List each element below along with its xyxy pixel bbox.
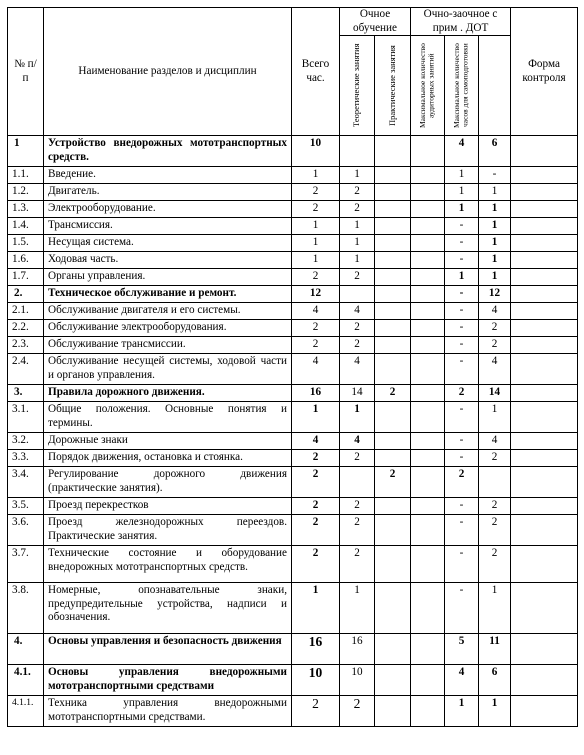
row-practice <box>375 498 411 515</box>
row-aud: - <box>445 402 479 433</box>
row-form <box>511 354 578 385</box>
table-row <box>8 303 578 320</box>
row-total: 10 <box>292 136 340 167</box>
header-full-time: Очное обучение <box>340 8 411 36</box>
row-total: 1 <box>292 402 340 433</box>
row-practice <box>375 320 411 337</box>
row-name: Двигатель. <box>44 184 292 201</box>
row-empty <box>411 235 445 252</box>
row-number: 4.1. <box>8 665 44 696</box>
table-row <box>8 696 578 727</box>
row-name: Органы управления. <box>44 269 292 286</box>
row-form <box>511 136 578 167</box>
row-practice <box>375 252 411 269</box>
table-row <box>8 354 578 385</box>
row-aud: - <box>445 498 479 515</box>
table-row <box>8 269 578 286</box>
row-empty <box>411 696 445 727</box>
row-number: 2.1. <box>8 303 44 320</box>
row-form <box>511 167 578 184</box>
row-self: 6 <box>479 136 511 167</box>
row-name: Технические состояние и оборудование внедорожных мототранспортных средств. <box>44 546 292 583</box>
table-row <box>8 286 578 303</box>
row-total: 4 <box>292 354 340 385</box>
row-theory: 2 <box>340 515 375 546</box>
row-form <box>511 450 578 467</box>
row-theory: 10 <box>340 665 375 696</box>
row-self: 4 <box>479 303 511 320</box>
row-theory: 2 <box>340 498 375 515</box>
row-aud: 1 <box>445 167 479 184</box>
row-empty <box>411 201 445 218</box>
row-name: Техника управления внедорожными мототранспортными средствами. <box>44 696 292 727</box>
row-aud: - <box>445 218 479 235</box>
row-theory: 1 <box>340 235 375 252</box>
table-row <box>8 385 578 402</box>
row-empty <box>411 498 445 515</box>
row-theory <box>340 286 375 303</box>
row-form <box>511 515 578 546</box>
row-practice <box>375 450 411 467</box>
row-practice <box>375 433 411 450</box>
row-name: Основы управления внедорожными мототранспортными средствами <box>44 665 292 696</box>
row-aud: 1 <box>445 184 479 201</box>
row-number: 2.4. <box>8 354 44 385</box>
row-empty <box>411 252 445 269</box>
table-row <box>8 583 578 634</box>
row-aud: - <box>445 303 479 320</box>
row-empty <box>411 269 445 286</box>
row-form <box>511 665 578 696</box>
header-theory: Теоретические занятия <box>351 43 362 128</box>
table-row <box>8 433 578 450</box>
row-practice <box>375 515 411 546</box>
row-form <box>511 320 578 337</box>
row-self: 1 <box>479 583 511 634</box>
row-aud: - <box>445 235 479 252</box>
row-form <box>511 269 578 286</box>
row-practice <box>375 235 411 252</box>
table-row <box>8 320 578 337</box>
row-self: 12 <box>479 286 511 303</box>
row-total: 2 <box>292 515 340 546</box>
table-row <box>8 337 578 354</box>
row-name: Обслуживание электрооборудования. <box>44 320 292 337</box>
row-practice <box>375 303 411 320</box>
row-empty <box>411 337 445 354</box>
row-practice <box>375 634 411 665</box>
row-number: 3.3. <box>8 450 44 467</box>
table-row <box>8 402 578 433</box>
row-theory: 1 <box>340 167 375 184</box>
row-self: 1 <box>479 218 511 235</box>
row-practice <box>375 136 411 167</box>
row-self: 2 <box>479 320 511 337</box>
row-empty <box>411 320 445 337</box>
row-self: 1 <box>479 696 511 727</box>
row-number: 3.7. <box>8 546 44 583</box>
row-total: 1 <box>292 167 340 184</box>
table-row <box>8 665 578 696</box>
row-self: 1 <box>479 402 511 433</box>
row-theory: 2 <box>340 184 375 201</box>
row-form <box>511 433 578 450</box>
row-aud: - <box>445 546 479 583</box>
row-theory: 2 <box>340 201 375 218</box>
row-form <box>511 634 578 665</box>
table-row <box>8 218 578 235</box>
header-part-time: Очно-заочное с прим . ДОТ <box>411 8 511 36</box>
row-form <box>511 546 578 583</box>
table-row <box>8 515 578 546</box>
row-theory: 4 <box>340 354 375 385</box>
row-name: Устройство внедорожных мототранспортных средств. <box>44 136 292 167</box>
row-total: 10 <box>292 665 340 696</box>
row-empty <box>411 286 445 303</box>
row-number: 2.2. <box>8 320 44 337</box>
table-row <box>8 546 578 583</box>
row-self: 1 <box>479 201 511 218</box>
row-self: 2 <box>479 546 511 583</box>
row-name: Регулирование дорожного движения (практические занятия). <box>44 467 292 498</box>
row-theory: 1 <box>340 402 375 433</box>
row-total: 4 <box>292 303 340 320</box>
row-self: 1 <box>479 235 511 252</box>
table-row <box>8 235 578 252</box>
row-theory: 2 <box>340 337 375 354</box>
row-theory: 2 <box>340 450 375 467</box>
row-total: 1 <box>292 583 340 634</box>
table-row <box>8 498 578 515</box>
row-empty <box>411 634 445 665</box>
row-aud: 4 <box>445 136 479 167</box>
row-number: 1.4. <box>8 218 44 235</box>
table-row <box>8 252 578 269</box>
row-number: 1.1. <box>8 167 44 184</box>
row-total: 2 <box>292 450 340 467</box>
row-empty <box>411 136 445 167</box>
row-name: Порядок движения, остановка и стоянка. <box>44 450 292 467</box>
row-number: 3.8. <box>8 583 44 634</box>
row-name: Дорожные знаки <box>44 433 292 450</box>
table-row <box>8 184 578 201</box>
table-row <box>8 201 578 218</box>
row-theory: 2 <box>340 320 375 337</box>
row-empty <box>411 402 445 433</box>
row-empty <box>411 450 445 467</box>
row-practice <box>375 184 411 201</box>
row-aud: - <box>445 354 479 385</box>
row-form <box>511 696 578 727</box>
row-self: 2 <box>479 515 511 546</box>
row-form <box>511 337 578 354</box>
row-name: Ходовая часть. <box>44 252 292 269</box>
row-name: Общие положения. Основные понятия и термины. <box>44 402 292 433</box>
row-total: 1 <box>292 235 340 252</box>
row-practice <box>375 337 411 354</box>
row-number: 3. <box>8 385 44 402</box>
row-empty <box>411 583 445 634</box>
row-self: 1 <box>479 269 511 286</box>
row-practice <box>375 354 411 385</box>
row-theory: 1 <box>340 252 375 269</box>
row-total: 2 <box>292 498 340 515</box>
row-name: Введение. <box>44 167 292 184</box>
row-total: 2 <box>292 320 340 337</box>
row-name: Обслуживание двигателя и его системы. <box>44 303 292 320</box>
row-form <box>511 201 578 218</box>
row-theory <box>340 467 375 498</box>
row-self <box>479 467 511 498</box>
row-form <box>511 402 578 433</box>
row-total: 2 <box>292 184 340 201</box>
row-practice <box>375 546 411 583</box>
row-form <box>511 498 578 515</box>
row-empty <box>411 515 445 546</box>
row-aud: - <box>445 252 479 269</box>
row-number: 1 <box>8 136 44 167</box>
row-aud: 2 <box>445 467 479 498</box>
row-theory: 1 <box>340 218 375 235</box>
row-form <box>511 467 578 498</box>
row-aud: - <box>445 286 479 303</box>
row-aud: - <box>445 583 479 634</box>
row-aud: - <box>445 515 479 546</box>
row-number: 2.3. <box>8 337 44 354</box>
row-name: Несущая система. <box>44 235 292 252</box>
row-aud: - <box>445 450 479 467</box>
row-empty <box>411 546 445 583</box>
row-theory: 16 <box>340 634 375 665</box>
row-practice <box>375 218 411 235</box>
row-number: 1.7. <box>8 269 44 286</box>
row-name: Обслуживание несущей системы, ходовой части и органов управления. <box>44 354 292 385</box>
row-aud: 5 <box>445 634 479 665</box>
row-empty <box>411 218 445 235</box>
row-total: 2 <box>292 546 340 583</box>
row-practice <box>375 167 411 184</box>
row-name: Номерные, опознавательные знаки, предупредительные устройства, надписи и обозначения. <box>44 583 292 634</box>
row-theory: 1 <box>340 583 375 634</box>
row-practice <box>375 201 411 218</box>
row-total: 2 <box>292 201 340 218</box>
row-total: 1 <box>292 218 340 235</box>
row-name: Электрооборудование. <box>44 201 292 218</box>
row-practice <box>375 696 411 727</box>
header-name: Наименование разделов и дисциплин <box>44 8 292 136</box>
header-row-1 <box>8 8 578 36</box>
row-self: 6 <box>479 665 511 696</box>
row-form <box>511 303 578 320</box>
row-theory <box>340 136 375 167</box>
row-number: 1.2. <box>8 184 44 201</box>
row-self: 4 <box>479 433 511 450</box>
row-form <box>511 184 578 201</box>
row-name: Основы управления и безопасность движения <box>44 634 292 665</box>
row-theory: 2 <box>340 696 375 727</box>
table-row <box>8 167 578 184</box>
row-self: 2 <box>479 337 511 354</box>
row-theory: 2 <box>340 546 375 583</box>
row-empty <box>411 303 445 320</box>
table-row <box>8 136 578 167</box>
row-name: Техническое обслуживание и ремонт. <box>44 286 292 303</box>
row-total: 2 <box>292 467 340 498</box>
row-practice <box>375 269 411 286</box>
header-empty-cell <box>479 36 511 136</box>
header-max-self: Максимальное количество часов для самоподготовки <box>452 43 470 128</box>
row-form <box>511 286 578 303</box>
row-number: 3.6. <box>8 515 44 546</box>
row-practice <box>375 583 411 634</box>
row-aud: - <box>445 337 479 354</box>
row-number: 1.5. <box>8 235 44 252</box>
row-theory: 2 <box>340 269 375 286</box>
row-empty <box>411 167 445 184</box>
header-max-aud: Максимальное количество аудиторных занятий <box>418 43 436 128</box>
row-empty <box>411 433 445 450</box>
row-practice: 2 <box>375 467 411 498</box>
row-self: 11 <box>479 634 511 665</box>
row-form <box>511 235 578 252</box>
row-name: Обслуживание трансмиссии. <box>44 337 292 354</box>
row-empty <box>411 354 445 385</box>
row-number: 3.4. <box>8 467 44 498</box>
row-self: 1 <box>479 252 511 269</box>
row-form <box>511 583 578 634</box>
row-theory: 4 <box>340 303 375 320</box>
table-row <box>8 634 578 665</box>
row-total: 2 <box>292 269 340 286</box>
row-empty <box>411 665 445 696</box>
table-row <box>8 450 578 467</box>
row-name: Проезд железнодорожных переездов. Практические занятия. <box>44 515 292 546</box>
row-total: 12 <box>292 286 340 303</box>
header-num: № п/п <box>8 8 44 136</box>
row-aud: 1 <box>445 696 479 727</box>
row-total: 2 <box>292 696 340 727</box>
row-theory: 4 <box>340 433 375 450</box>
row-empty <box>411 467 445 498</box>
row-name: Трансмиссия. <box>44 218 292 235</box>
row-self: 2 <box>479 450 511 467</box>
row-practice <box>375 665 411 696</box>
row-total: 1 <box>292 252 340 269</box>
table-row <box>8 467 578 498</box>
row-self: 4 <box>479 354 511 385</box>
row-number: 3.2. <box>8 433 44 450</box>
header-practice: Практические занятия <box>386 45 397 126</box>
row-total: 16 <box>292 634 340 665</box>
row-self: - <box>479 167 511 184</box>
row-practice <box>375 286 411 303</box>
row-practice: 2 <box>375 385 411 402</box>
row-empty <box>411 184 445 201</box>
curriculum-table <box>7 7 578 727</box>
row-aud: 1 <box>445 201 479 218</box>
row-number: 4.1.1. <box>8 696 44 727</box>
row-self: 1 <box>479 184 511 201</box>
row-form <box>511 218 578 235</box>
row-aud: - <box>445 320 479 337</box>
row-number: 3.5. <box>8 498 44 515</box>
row-number: 1.3. <box>8 201 44 218</box>
row-form <box>511 385 578 402</box>
row-total: 2 <box>292 337 340 354</box>
row-empty <box>411 385 445 402</box>
row-number: 4. <box>8 634 44 665</box>
row-total: 4 <box>292 433 340 450</box>
row-form <box>511 252 578 269</box>
row-practice <box>375 402 411 433</box>
row-self: 14 <box>479 385 511 402</box>
header-form: Форма контроля <box>511 8 578 136</box>
row-aud: - <box>445 433 479 450</box>
row-number: 2. <box>8 286 44 303</box>
row-aud: 2 <box>445 385 479 402</box>
row-name: Правила дорожного движения. <box>44 385 292 402</box>
row-total: 16 <box>292 385 340 402</box>
row-aud: 4 <box>445 665 479 696</box>
row-number: 1.6. <box>8 252 44 269</box>
row-aud: 1 <box>445 269 479 286</box>
row-name: Проезд перекрестков <box>44 498 292 515</box>
row-number: 3.1. <box>8 402 44 433</box>
row-self: 2 <box>479 498 511 515</box>
row-theory: 14 <box>340 385 375 402</box>
header-total: Всего час. <box>292 8 340 136</box>
